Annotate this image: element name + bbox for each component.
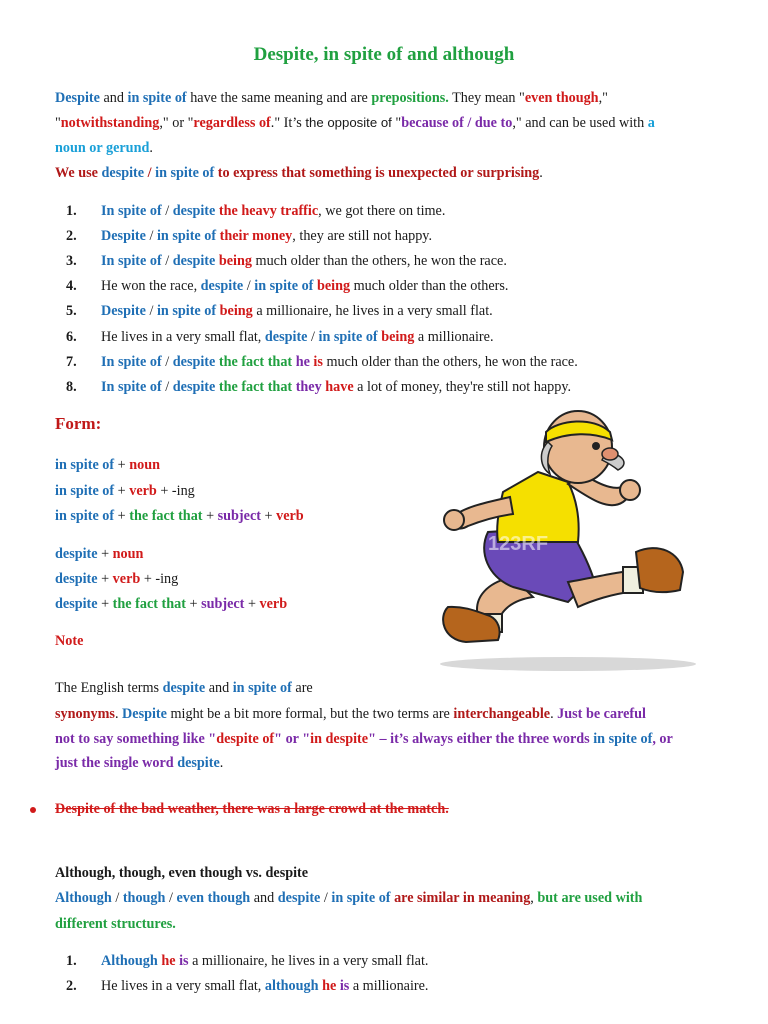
- text-fragment: a lot of money, they're still not happy.: [353, 379, 572, 395]
- text-fragment: Despite: [101, 303, 146, 319]
- text-fragment: /: [145, 228, 157, 244]
- note-line: [55, 679, 313, 697]
- shadow-shape: [440, 657, 696, 671]
- text-fragment: might be a bit more formal, but the two terms are: [166, 706, 454, 722]
- text-fragment: despite: [172, 203, 216, 219]
- text-fragment: the heavy traffic: [215, 203, 319, 219]
- text-fragment: being: [313, 278, 351, 294]
- example-item: [66, 328, 494, 346]
- text-fragment: is: [175, 953, 189, 969]
- text-fragment: a millionaire.: [349, 978, 429, 994]
- text-fragment: their money: [216, 228, 293, 244]
- although-example-item: [66, 952, 428, 970]
- text-fragment: /: [243, 278, 255, 294]
- text-fragment: Despite: [101, 228, 146, 244]
- text-fragment: he: [157, 953, 176, 969]
- text: They mean ": [448, 90, 525, 106]
- text: to express that something is unexpected or surprising: [214, 165, 540, 181]
- text-fragment: the fact that: [129, 508, 203, 524]
- text-fragment: are similar in meaning: [390, 890, 531, 906]
- text-fragment: In spite of: [101, 253, 162, 269]
- example-item: [66, 252, 507, 270]
- intro-line-1: [55, 89, 608, 107]
- list-number: 4.: [66, 278, 77, 294]
- term-regardless-of: regardless of: [193, 115, 271, 131]
- text-fragment: despite: [264, 329, 308, 345]
- text: ": [55, 115, 61, 131]
- text-fragment: despite: [172, 379, 216, 395]
- text-fragment: +: [185, 596, 202, 612]
- text-fragment: , we got there on time.: [318, 203, 446, 219]
- text-fragment: despite: [162, 680, 206, 696]
- text-fragment: +: [114, 457, 130, 473]
- text-fragment: ,: [530, 890, 538, 906]
- form-heading: Form:: [55, 414, 102, 433]
- text-fragment: being: [215, 253, 252, 269]
- intro-line-4: [55, 164, 543, 182]
- text-fragment: but are used with: [537, 890, 643, 906]
- text-fragment: + -ing: [140, 571, 179, 587]
- text-fragment: in spite of: [55, 508, 115, 524]
- text: and: [99, 90, 128, 106]
- note-label: Note: [55, 633, 84, 649]
- although-example-item: [66, 977, 428, 995]
- term-because-of-due-to: because of / due to: [401, 115, 513, 131]
- text-fragment: in spite of: [55, 457, 115, 473]
- text-fragment: the fact that: [215, 379, 293, 395]
- text-fragment: despite: [55, 571, 98, 587]
- text-fragment: despite: [55, 596, 98, 612]
- text-fragment: much older than the others, he won the race.: [322, 354, 578, 370]
- term-even-though: even though: [524, 90, 599, 106]
- text-fragment: much older than the others, he won the race.: [251, 253, 507, 269]
- form-rule: [55, 570, 178, 588]
- example-item: [66, 353, 578, 371]
- text: the opposite of: [305, 115, 392, 130]
- fist-shape: [444, 510, 464, 530]
- text: have the same meaning and are: [186, 90, 372, 106]
- text-fragment: verb: [112, 571, 141, 587]
- text-fragment: +: [97, 546, 113, 562]
- term-in-spite-of: in spite of: [155, 165, 215, 181]
- text-fragment: the fact that: [215, 354, 293, 370]
- list-number: 3.: [66, 253, 77, 269]
- text-fragment: " – it’s always either the three words: [368, 731, 594, 747]
- intro-line-2: [55, 114, 655, 132]
- text-fragment: he: [292, 354, 310, 370]
- term-despite: despite: [101, 165, 145, 181]
- text-fragment: he: [318, 978, 337, 994]
- text-fragment: +: [97, 596, 113, 612]
- text-fragment: in spite of: [232, 680, 292, 696]
- text-fragment: are: [291, 680, 313, 696]
- text-fragment: the fact that: [112, 596, 186, 612]
- text-fragment: in spite of: [593, 731, 653, 747]
- text-fragment: /: [161, 253, 173, 269]
- list-number: 6.: [66, 329, 77, 345]
- text-fragment: /: [320, 890, 332, 906]
- text-fragment: a millionaire, he lives in a very small flat.: [252, 303, 493, 319]
- example-item: [66, 277, 508, 295]
- text-fragment: .: [550, 706, 558, 722]
- text-fragment: though: [122, 890, 166, 906]
- text-fragment: different structures.: [55, 916, 176, 932]
- text-fragment: despite: [55, 546, 98, 562]
- text-fragment: , or: [652, 731, 673, 747]
- text-fragment: /: [145, 303, 157, 319]
- text-fragment: not to say something like ": [55, 731, 217, 747]
- text-fragment: He lives in a very small flat,: [101, 978, 265, 994]
- text-fragment: subject: [201, 596, 245, 612]
- text-fragment: /: [307, 329, 319, 345]
- intro-line-3: [55, 139, 153, 157]
- text-fragment: +: [260, 508, 277, 524]
- text-fragment: in spite of: [156, 228, 217, 244]
- although-heading: Although, though, even though vs. despite: [55, 865, 309, 881]
- watermark-text: 123RF: [488, 533, 549, 555]
- text-fragment: in spite of: [318, 329, 378, 345]
- text-fragment: /: [111, 890, 123, 906]
- text-fragment: In spite of: [101, 379, 162, 395]
- text-fragment: .: [114, 706, 123, 722]
- term-in-spite-of: in spite of: [127, 90, 187, 106]
- text-fragment: In spite of: [101, 354, 162, 370]
- bullet-icon: [30, 807, 36, 813]
- text-fragment: although: [264, 978, 319, 994]
- form-rule: [55, 456, 160, 474]
- term-prepositions: prepositions.: [371, 90, 449, 106]
- text-fragment: , they are still not happy.: [292, 228, 433, 244]
- text-fragment: +: [97, 571, 113, 587]
- text-fragment: +: [244, 596, 260, 612]
- text: ," or ": [159, 115, 194, 131]
- text-fragment: verb: [259, 596, 288, 612]
- text-fragment: +: [114, 483, 130, 499]
- front-shoe-shape: [636, 548, 683, 592]
- list-number: 1.: [66, 953, 77, 969]
- text-fragment: .: [219, 755, 224, 771]
- text-fragment: The English terms: [55, 680, 163, 696]
- text-fragment: /: [161, 379, 173, 395]
- term-a: a: [647, 115, 655, 131]
- although-line: [55, 889, 642, 907]
- note-line: [55, 730, 673, 748]
- text-fragment: in spite of: [331, 890, 391, 906]
- list-number: 1.: [66, 203, 77, 219]
- note-line: [55, 705, 646, 723]
- text: We use: [55, 165, 102, 181]
- text-fragment: in spite of: [156, 303, 217, 319]
- text-fragment: subject: [217, 508, 261, 524]
- text-fragment: Although: [101, 953, 158, 969]
- text: ," and can be used with: [512, 115, 648, 131]
- text-fragment: even though: [176, 890, 251, 906]
- text-fragment: despite: [277, 890, 321, 906]
- term-despite: Despite: [55, 90, 100, 106]
- nose-shape: [602, 448, 618, 460]
- text-fragment: despite: [200, 278, 244, 294]
- text-fragment: despite: [177, 755, 220, 771]
- text-fragment: in spite of: [254, 278, 314, 294]
- although-line: [55, 915, 176, 933]
- text-fragment: being: [377, 329, 415, 345]
- example-item: [66, 302, 493, 320]
- text-fragment: verb: [276, 508, 304, 524]
- text: ": [391, 115, 402, 131]
- example-item: [66, 227, 432, 245]
- text-fragment: despite: [172, 253, 216, 269]
- form-rule: [55, 482, 195, 500]
- text-fragment: is: [336, 978, 350, 994]
- example-item: [66, 378, 571, 396]
- text-fragment: He lives in a very small flat,: [101, 329, 265, 345]
- text-fragment: is: [309, 354, 323, 370]
- eye-shape: [592, 442, 600, 450]
- text-fragment: /: [161, 203, 173, 219]
- list-number: 2.: [66, 228, 77, 244]
- text-fragment: interchangeable: [453, 706, 551, 722]
- form-rule: [55, 507, 304, 525]
- term-notwithstanding: notwithstanding: [60, 115, 160, 131]
- text-fragment: despite: [172, 354, 216, 370]
- text-fragment: have: [321, 379, 354, 395]
- form-rule: [55, 545, 143, 563]
- text-fragment: /: [165, 890, 177, 906]
- text-fragment: +: [114, 508, 130, 524]
- text: .: [149, 140, 153, 156]
- text-fragment: being: [216, 303, 253, 319]
- text-fragment: He won the race,: [101, 278, 201, 294]
- text-fragment: a millionaire.: [414, 329, 494, 345]
- text-fragment: verb: [129, 483, 157, 499]
- text-fragment: a millionaire, he lives in a very small flat.: [188, 953, 429, 969]
- page-title: Despite, in spite of and although: [253, 44, 515, 65]
- text-fragment: Just be careful: [557, 706, 646, 722]
- text-fragment: Although: [55, 890, 112, 906]
- form-rule: [55, 595, 287, 613]
- text-fragment: much older than the others.: [350, 278, 509, 294]
- text-fragment: Despite: [122, 706, 167, 722]
- text-fragment: noun: [112, 546, 144, 562]
- list-number: 5.: [66, 303, 77, 319]
- list-number: 7.: [66, 354, 77, 370]
- text: .: [539, 165, 543, 181]
- text-fragment: just the single word: [55, 755, 178, 771]
- list-number: 2.: [66, 978, 77, 994]
- text-fragment: despite of: [216, 731, 275, 747]
- note-line: [55, 754, 223, 772]
- text: /: [144, 165, 156, 181]
- term-noun-or-gerund: noun or gerund: [55, 140, 150, 156]
- text-fragment: /: [161, 354, 173, 370]
- text-fragment: noun: [129, 457, 160, 473]
- text-fragment: and: [250, 890, 278, 906]
- fist-shape: [620, 480, 640, 500]
- text-fragment: they: [292, 379, 322, 395]
- running-old-man-illustration: [418, 402, 700, 678]
- text-fragment: " or ": [274, 731, 311, 747]
- example-item: [66, 202, 445, 220]
- text-fragment: + -ing: [156, 483, 195, 499]
- text-fragment: in despite: [310, 731, 369, 747]
- list-number: 8.: [66, 379, 77, 395]
- text: ,": [598, 90, 608, 106]
- text-fragment: synonyms: [55, 706, 115, 722]
- text-fragment: In spite of: [101, 203, 162, 219]
- text-fragment: and: [205, 680, 233, 696]
- text-fragment: in spite of: [55, 483, 115, 499]
- text: ." It’s: [270, 115, 306, 131]
- text-fragment: +: [202, 508, 218, 524]
- wrong-example: Despite of the bad weather, there was a large crowd at the match.: [55, 801, 449, 817]
